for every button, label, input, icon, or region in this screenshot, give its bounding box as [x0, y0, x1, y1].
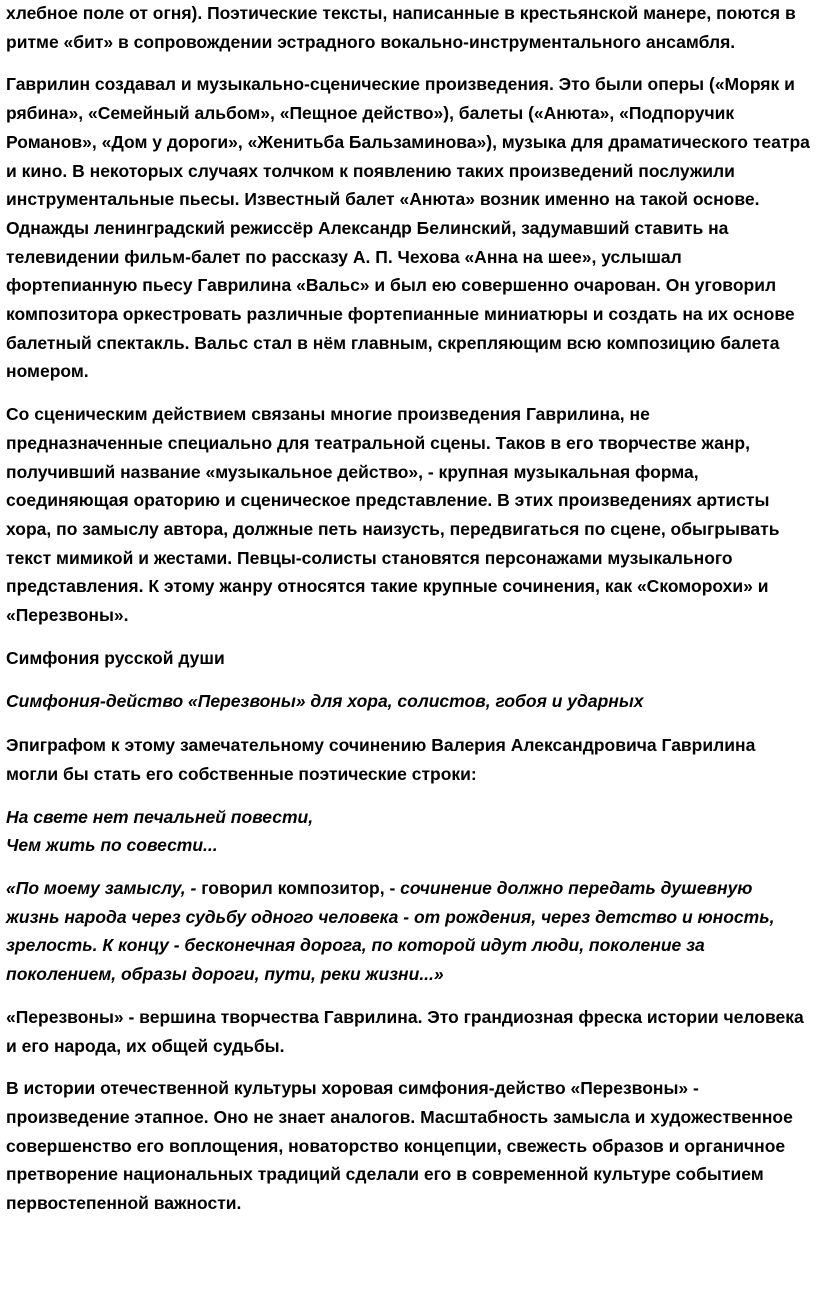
quote-part-1: «По моему замыслу, - [6, 877, 197, 898]
paragraph-3: Со сценическим действием связаны многие произведения Гаврилина, не предназначенные специально для театральной сцены. Таков в его творчестве жанр, получивший название «музыкальное действо», - крупная музыкальная форма, соединяющая ораторию и сценическое представление. В этих произведениях артисты хора, по замыслу автора, должные петь наизусть, передвигаться по сцене, обыгрывать текст мимикой и жестами. Певцы-солисты становятся персонажами музыкального представления. К этому жанру относятся такие крупные сочинения, как «Скоморохи» и «Перезвоны». [6, 404, 780, 626]
verse [6, 803, 810, 860]
paragraph-1: хлебное поле от огня). Поэтические тексты, написанные в крестьянской манере, поются в ритме «бит» в сопровождении эстрадного вокально-инструментального ансамбля. [6, 3, 796, 52]
paragraph-5: «Перезвоны» - вершина творчества Гаврилина. Это грандиозная фреска истории человека и его народа, их общей судьбы. [6, 1006, 804, 1056]
quote-part-3: сочинение должно передать душевную жизнь народа через судьбу одного человека - от рождения, через детство и юность, зрелость. К концу - бесконечная дорога, по которой идут люди, поколение за поколением, образы дороги, пути, реки жизни...» [6, 877, 775, 985]
section-subheading: Симфония-действо «Перезвоны» для хора, солистов, гобоя и ударных [6, 691, 644, 712]
section-heading: Симфония русской души [6, 647, 225, 668]
verse-line-1: На свете нет печальней повести, [6, 806, 314, 827]
paragraph-2: Гаврилин создавал и музыкально-сценические произведения. Это были оперы («Моряк и рябина», «Семейный альбом», «Пещное действо»), балеты («Анюта», «Подпоручик Романов», «Дом у дороги», «Женитьба Бальзаминова»), музыка для драматического театра и кино. В некоторых случаях толчком к появлению таких произведений послужили инструментальные пьесы. Известный балет «Анюта» возник именно на такой основе. Однажды ленинградский режиссёр Александр Белинский, задумавший ставить на телевидении фильм-балет по рассказу А. П. Чехова «Анна на шее», услышал фортепианную пьесу Гаврилина «Вальс» и был ею совершенно очарован. Он уговорил композитора оркестровать различные фортепианные миниатюры и создать на их основе балетный спектакль. Вальс стал в нём главным, скрепляющим всю композицию балета номером. [6, 74, 810, 382]
composer-quote [6, 874, 810, 989]
quote-part-2: говорил композитор, - [196, 877, 401, 898]
paragraph-6: В истории отечественной культуры хоровая симфония-действо «Перезвоны» - произведение этапное. Оно не знает аналогов. Масштабность замысла и художественное совершенство его воплощения, новаторство концепции, свежесть образов и органичное претворение национальных традиций сделали его в современной культуре событием первостепенной важности. [6, 1078, 793, 1214]
paragraph-4: Эпиграфом к этому замечательному сочинению Валерия Александровича Гаврилина могли бы стать его собственные поэтические строки: [6, 735, 756, 784]
verse-line-2: Чем жить по совести... [6, 835, 218, 856]
